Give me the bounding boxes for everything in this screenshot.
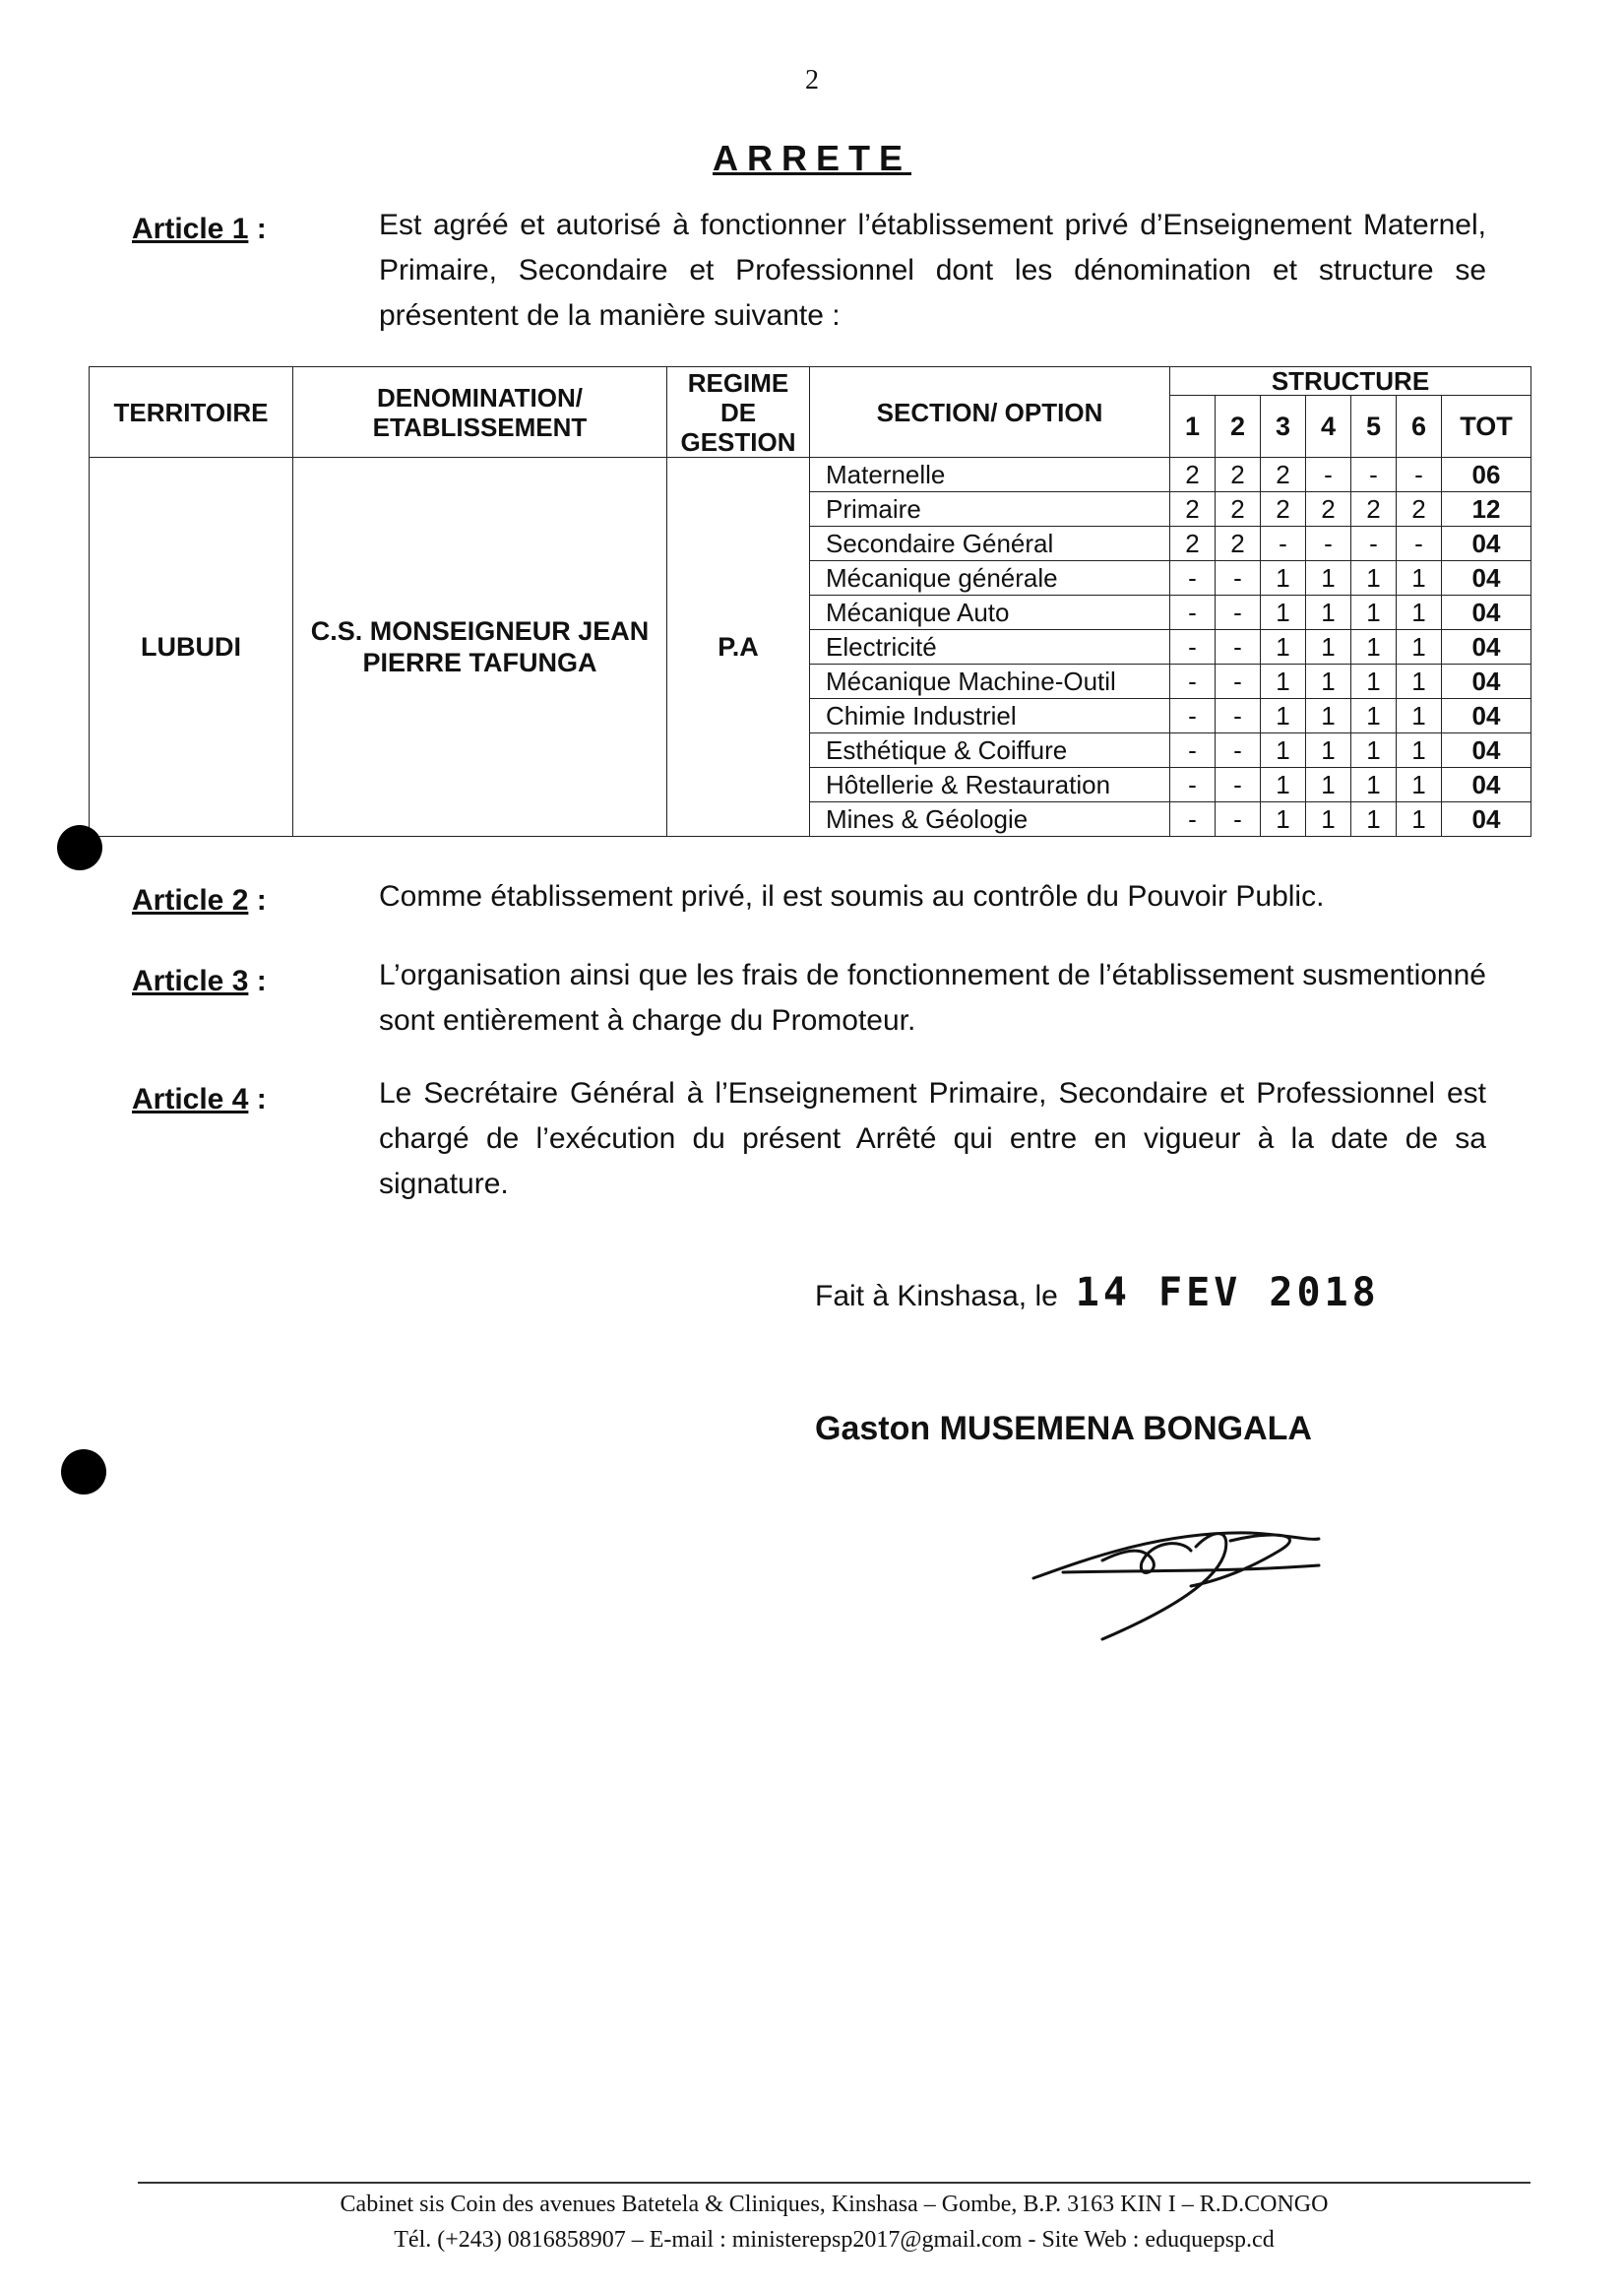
footer-address: Cabinet sis Coin des avenues Batetela & Cliniques, Kinshasa – Gombe, B.P. 3163 KIN I – R.D.CONGO: [340, 2192, 1329, 2217]
cell-year-3: -: [1261, 527, 1306, 561]
cell-total: 04: [1442, 733, 1531, 768]
cell-year-4: 1: [1306, 596, 1351, 630]
header-total: TOT: [1442, 396, 1531, 458]
cell-year-4: -: [1306, 527, 1351, 561]
cell-total: 04: [1442, 630, 1531, 665]
cell-year-3: 1: [1261, 561, 1306, 596]
header-year-4: 4: [1306, 396, 1351, 458]
cell-year-6: -: [1397, 527, 1442, 561]
cell-year-1: -: [1170, 630, 1216, 665]
header-regime: REGIME DE GESTION: [667, 367, 810, 458]
article-3-label: Article 3 :: [132, 965, 267, 997]
cell-year-5: 1: [1351, 665, 1397, 699]
cell-year-6: 1: [1397, 596, 1442, 630]
cell-section: Electricité: [810, 630, 1170, 665]
cell-year-4: 1: [1306, 561, 1351, 596]
cell-year-3: 1: [1261, 768, 1306, 802]
cell-year-1: -: [1170, 596, 1216, 630]
cell-year-5: 1: [1351, 733, 1397, 768]
cell-section: Primaire: [810, 492, 1170, 527]
document-title: ARRETE: [712, 138, 911, 178]
cell-year-2: -: [1216, 699, 1261, 733]
header-year-3: 3: [1261, 396, 1306, 458]
cell-year-2: 2: [1216, 458, 1261, 492]
cell-year-4: 1: [1306, 768, 1351, 802]
cell-year-5: 1: [1351, 630, 1397, 665]
cell-year-6: 1: [1397, 665, 1442, 699]
header-year-5: 5: [1351, 396, 1397, 458]
article-1-label: Article 1 :: [132, 213, 267, 245]
cell-year-6: -: [1397, 458, 1442, 492]
article-4-text: Le Secrétaire Général à l’Enseignement Primaire, Secondaire et Professionnel est chargé de l’exécution du présent Arrêté qui entre en vigueur à la date de sa signature.: [379, 1077, 1486, 1200]
cell-year-5: 1: [1351, 802, 1397, 837]
punch-hole: [57, 825, 102, 870]
cell-year-4: 1: [1306, 699, 1351, 733]
cell-section: Mines & Géologie: [810, 802, 1170, 837]
article-2-text: Comme établissement privé, il est soumis au contrôle du Pouvoir Public.: [379, 880, 1325, 913]
cell-year-5: 1: [1351, 699, 1397, 733]
cell-section: Hôtellerie & Restauration: [810, 768, 1170, 802]
cell-year-1: -: [1170, 665, 1216, 699]
cell-year-6: 1: [1397, 768, 1442, 802]
cell-year-2: 2: [1216, 492, 1261, 527]
cell-total: 04: [1442, 802, 1531, 837]
cell-year-4: 1: [1306, 665, 1351, 699]
cell-year-4: 1: [1306, 802, 1351, 837]
cell-year-1: -: [1170, 561, 1216, 596]
cell-year-6: 1: [1397, 733, 1442, 768]
cell-total: 04: [1442, 527, 1531, 561]
article-2-label: Article 2 :: [132, 884, 267, 917]
page-number: 2: [805, 65, 819, 95]
cell-year-1: -: [1170, 768, 1216, 802]
cell-total: 04: [1442, 768, 1531, 802]
cell-total: 06: [1442, 458, 1531, 492]
cell-regime: P.A: [667, 458, 810, 837]
cell-territoire: LUBUDI: [90, 458, 293, 837]
cell-year-3: 1: [1261, 596, 1306, 630]
header-year-1: 1: [1170, 396, 1216, 458]
cell-year-1: 2: [1170, 492, 1216, 527]
cell-total: 04: [1442, 699, 1531, 733]
cell-year-2: -: [1216, 665, 1261, 699]
cell-year-2: -: [1216, 630, 1261, 665]
place-date: [815, 1270, 1380, 1315]
cell-section: Maternelle: [810, 458, 1170, 492]
header-territoire: TERRITOIRE: [90, 367, 293, 458]
cell-year-4: 1: [1306, 630, 1351, 665]
footer-contact: Tél. (+243) 0816858907 – E-mail : ministerepsp2017@gmail.com - Site Web : eduquepsp.cd: [394, 2227, 1275, 2253]
cell-year-5: 1: [1351, 768, 1397, 802]
cell-year-1: -: [1170, 699, 1216, 733]
cell-section: Mécanique Machine-Outil: [810, 665, 1170, 699]
cell-section: Mécanique Auto: [810, 596, 1170, 630]
cell-year-3: 1: [1261, 699, 1306, 733]
article-3-text: L’organisation ainsi que les frais de fonctionnement de l’établissement susmentionné sont entièrement à charge du Promoteur.: [379, 959, 1486, 1037]
header-year-2: 2: [1216, 396, 1261, 458]
cell-year-2: 2: [1216, 527, 1261, 561]
cell-year-2: -: [1216, 802, 1261, 837]
cell-year-5: -: [1351, 458, 1397, 492]
cell-year-2: -: [1216, 596, 1261, 630]
cell-section: Esthétique & Coiffure: [810, 733, 1170, 768]
cell-year-5: 2: [1351, 492, 1397, 527]
cell-year-5: -: [1351, 527, 1397, 561]
cell-year-4: -: [1306, 458, 1351, 492]
cell-year-6: 1: [1397, 802, 1442, 837]
cell-year-3: 2: [1261, 458, 1306, 492]
cell-year-5: 1: [1351, 596, 1397, 630]
cell-year-1: -: [1170, 733, 1216, 768]
cell-year-1: -: [1170, 802, 1216, 837]
cell-year-3: 1: [1261, 630, 1306, 665]
cell-denomination: C.S. MONSEIGNEUR JEAN PIERRE TAFUNGA: [293, 458, 667, 837]
cell-year-6: 2: [1397, 492, 1442, 527]
header-structure: STRUCTURE: [1170, 367, 1531, 396]
header-denomination: DENOMINATION/ ETABLISSEMENT: [293, 367, 667, 458]
place-date-prefix: Fait à Kinshasa, le: [815, 1280, 1058, 1312]
cell-section: Secondaire Général: [810, 527, 1170, 561]
cell-section: Chimie Industriel: [810, 699, 1170, 733]
signer-name: Gaston MUSEMENA BONGALA: [815, 1410, 1312, 1447]
cell-year-1: 2: [1170, 527, 1216, 561]
cell-section: Mécanique générale: [810, 561, 1170, 596]
table-row: [90, 458, 1531, 492]
cell-year-6: 1: [1397, 561, 1442, 596]
cell-year-6: 1: [1397, 699, 1442, 733]
cell-year-4: 1: [1306, 733, 1351, 768]
cell-year-2: -: [1216, 561, 1261, 596]
footer-divider: [138, 2182, 1530, 2184]
cell-year-4: 2: [1306, 492, 1351, 527]
header-section: SECTION/ OPTION: [810, 367, 1170, 458]
cell-year-2: -: [1216, 768, 1261, 802]
article-1-text: Est agréé et autorisé à fonctionner l’établissement privé d’Enseignement Maternel, Primaire, Secondaire et Professionnel dont les dénomination et structure se présentent de la manière suivante :: [379, 209, 1486, 332]
cell-total: 12: [1442, 492, 1531, 527]
punch-hole: [61, 1449, 106, 1495]
cell-total: 04: [1442, 561, 1531, 596]
structure-table: [89, 366, 1531, 837]
cell-year-3: 1: [1261, 802, 1306, 837]
date-stamp: 14 FEV 2018: [1075, 1270, 1380, 1315]
cell-year-1: 2: [1170, 458, 1216, 492]
cell-year-6: 1: [1397, 630, 1442, 665]
cell-year-3: 1: [1261, 665, 1306, 699]
signature: [1024, 1492, 1339, 1649]
cell-total: 04: [1442, 596, 1531, 630]
cell-year-3: 2: [1261, 492, 1306, 527]
cell-year-3: 1: [1261, 733, 1306, 768]
header-year-6: 6: [1397, 396, 1442, 458]
article-4-label: Article 4 :: [132, 1083, 267, 1115]
cell-year-2: -: [1216, 733, 1261, 768]
cell-year-5: 1: [1351, 561, 1397, 596]
cell-total: 04: [1442, 665, 1531, 699]
